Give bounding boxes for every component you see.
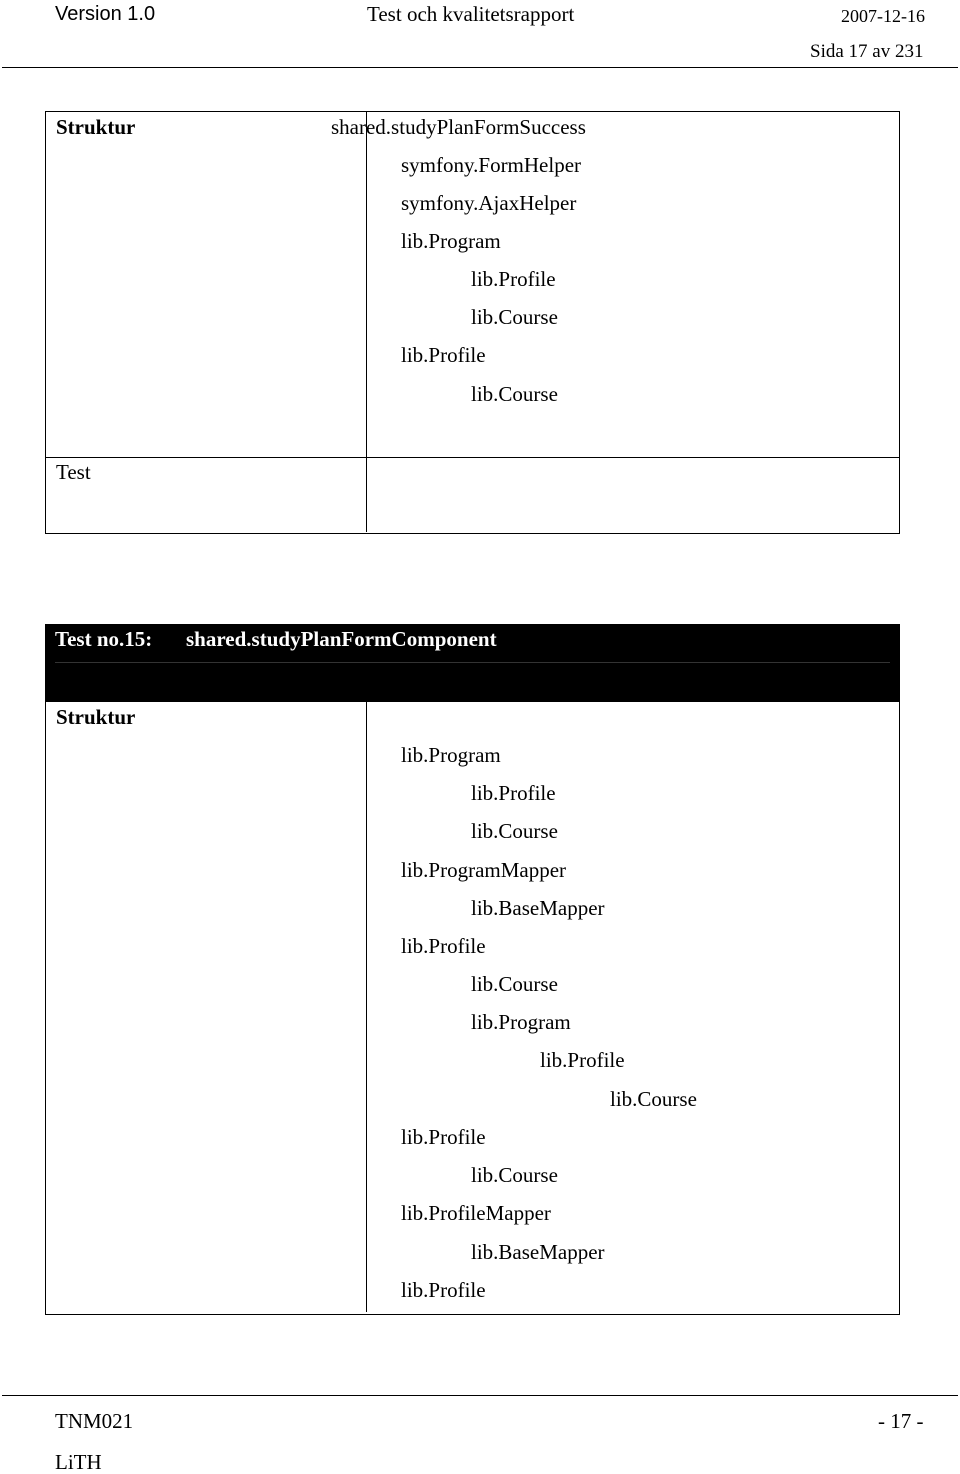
footer-org: LiTH xyxy=(55,1450,102,1474)
structure-line: lib.Course xyxy=(610,1087,697,1111)
footer-course: TNM021 xyxy=(55,1409,134,1433)
structure-table-previous xyxy=(45,111,900,534)
structure-line: lib.Profile xyxy=(401,1125,486,1149)
structure-line: lib.Course xyxy=(471,305,558,329)
structure-line: lib.Course xyxy=(471,1163,558,1187)
test-number-label: Test no.15: xyxy=(55,627,153,651)
footer-page-number: - 17 - xyxy=(878,1409,924,1433)
struktur-label: Struktur xyxy=(56,705,136,729)
structure-line: lib.Profile xyxy=(401,934,486,958)
structure-line: lib.Profile xyxy=(471,267,556,291)
header-date: 2007-12-16 xyxy=(841,6,925,26)
column-divider xyxy=(366,112,367,532)
structure-line: lib.Program xyxy=(471,1010,571,1034)
structure-line: lib.Program xyxy=(401,229,501,253)
structure-line: lib.Profile xyxy=(540,1048,625,1072)
structure-line: lib.ProfileMapper xyxy=(401,1201,551,1225)
structure-line: lib.Course xyxy=(471,819,558,843)
structure-line: symfony.FormHelper xyxy=(401,153,582,177)
header-rule xyxy=(2,67,958,68)
test-heading-bar xyxy=(45,624,900,702)
row-divider xyxy=(46,457,899,458)
structure-line: symfony.AjaxHelper xyxy=(401,191,577,215)
struktur-label: Struktur xyxy=(56,115,136,139)
structure-line: lib.Profile xyxy=(471,781,556,805)
structure-line: lib.BaseMapper xyxy=(471,1240,605,1264)
structure-line: lib.ProgramMapper xyxy=(401,858,567,882)
structure-line: lib.Course xyxy=(471,382,558,406)
footer-rule xyxy=(2,1395,958,1396)
structure-line: lib.Profile xyxy=(401,1278,486,1302)
structure-line: lib.Profile xyxy=(401,343,486,367)
structure-line: lib.Program xyxy=(401,743,501,767)
structure-table-test15 xyxy=(45,701,900,1315)
header-page: Sida 17 av 231 xyxy=(810,41,924,62)
test-component-name: shared.studyPlanFormComponent xyxy=(186,627,497,651)
header-title: Test och kvalitetsrapport xyxy=(367,2,575,26)
bar-divider xyxy=(55,662,890,663)
header-version: Version 1.0 xyxy=(55,3,156,25)
structure-line: lib.BaseMapper xyxy=(471,896,605,920)
structure-line: shared.studyPlanFormSuccess xyxy=(331,115,586,139)
column-divider xyxy=(366,701,367,1312)
test-label: Test xyxy=(56,460,91,484)
structure-line: lib.Course xyxy=(471,972,558,996)
